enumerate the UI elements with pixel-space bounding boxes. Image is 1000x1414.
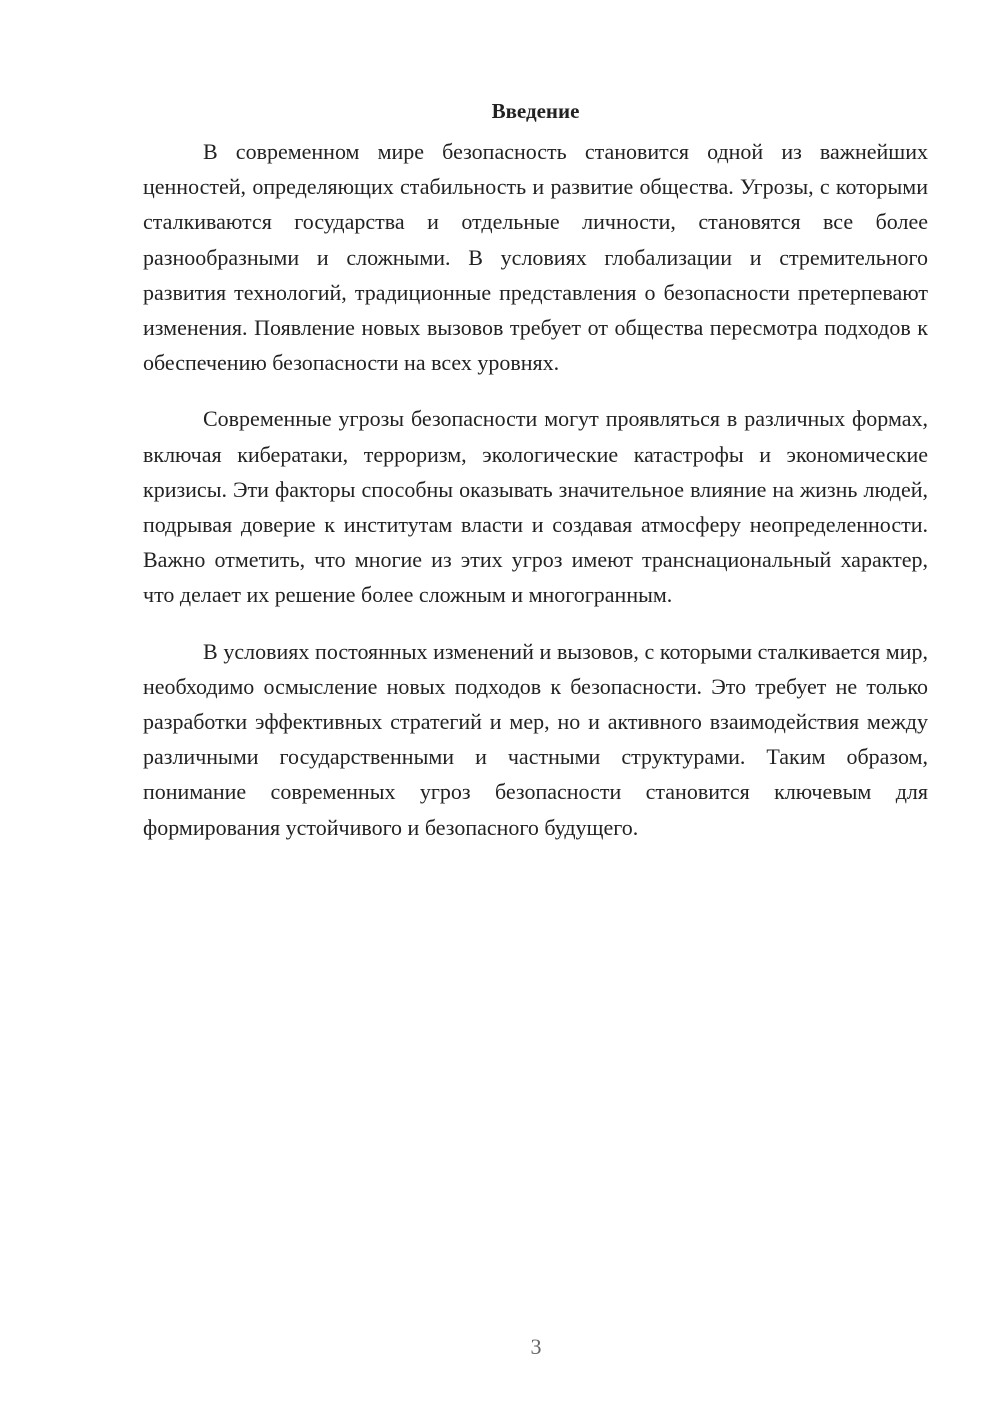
section-title: Введение [491, 99, 580, 123]
page-number: 3 [530, 1334, 542, 1359]
paragraph-1: В современном мире безопасность становится одной из важнейших ценностей, определяющих стабильность и развитие общества. Угрозы, с которыми сталкиваются государства и отдельные личности, становятся все более разнообразными и сложными. В условиях глобализации и стремительного развития технологий, традиционные представления о безопасности претерпевают изменения. Появление новых вызовов требует от общества пересмотра подходов к обеспечению безопасности на всех уровнях. [143, 139, 928, 376]
paragraph-2: Современные угрозы безопасности могут проявляться в различных формах, включая кибератаки, терроризм, экологические катастрофы и экономические кризисы. Эти факторы способны оказывать значительное влияние на жизнь людей, подрывая доверие к институтам власти и создавая атмосферу неопределенности. Важно отметить, что многие из этих угроз имеют транснациональный характер, что делает их решение более сложным и многогранным. [143, 406, 928, 608]
page-content [143, 94, 928, 866]
paragraph-3: В условиях постоянных изменений и вызовов, с которыми сталкивается мир, необходимо осмысление новых подходов к безопасности. Это требует не только разработки эффективных стратегий и мер, но и активного взаимодействия между различными государственными и частными структурами. Таким образом, понимание современных угроз безопасности становится ключевым для формирования устойчивого и безопасного будущего. [143, 638, 928, 840]
